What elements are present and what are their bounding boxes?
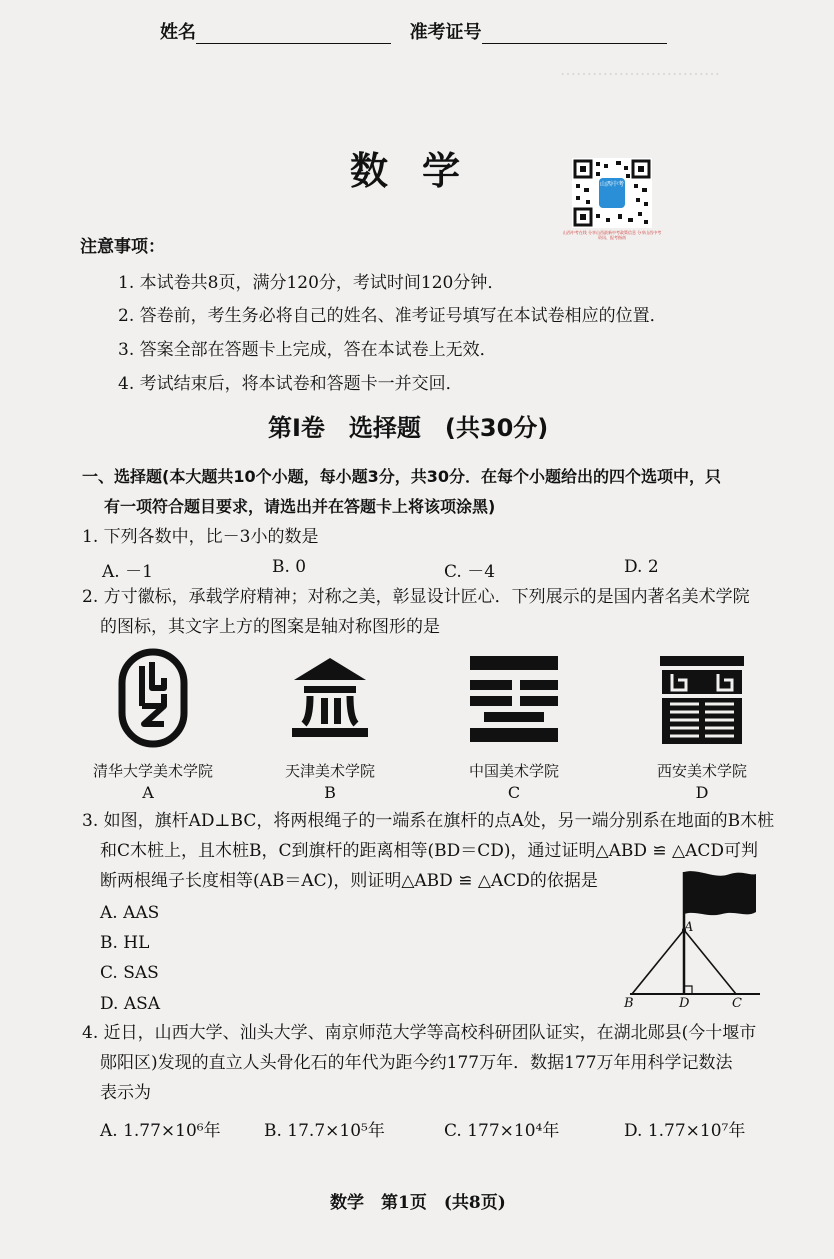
bleed-through-text: ………………………… (560, 60, 720, 79)
note-item: 2. 答卷前，考生务必将自己的姓名、准考证号填写在本试卷相应的位置． (118, 306, 667, 326)
qr-caption: 山西中考在线 分享山西最新中考政策信息 分享山西中考资讯、报考指南 (562, 230, 662, 240)
caa-logo-icon[interactable] (470, 656, 558, 742)
logo-letter-b: B (324, 783, 336, 802)
tsinghua-logo-icon[interactable] (118, 648, 188, 748)
flagpole-figure (610, 866, 770, 1016)
name-label: 姓名 (160, 22, 196, 43)
q1-option-c[interactable]: C. －4 (444, 562, 496, 582)
name-blank (196, 23, 391, 44)
section-instruction-line: 有一项符合题目要求，请选出并在答题卡上将该项涂黑) (104, 497, 496, 516)
header-row (160, 18, 667, 44)
note-item: 3. 答案全部在答题卡上完成，答在本试卷上无效． (118, 340, 497, 360)
q4-option-b[interactable]: B. 17.7×10⁵年 (264, 1121, 385, 1141)
q3-stem-line: 和C木桩上，且木桩B，C到旗杆的距离相等(BD＝CD)，通过证明△ABD ≌ △ACD可判 (100, 841, 759, 861)
figure-label-a: A (684, 920, 694, 935)
id-blank (482, 23, 667, 44)
q4-stem-line: 4. 近日，山西大学、汕头大学、南京师范大学等高校科研团队证实，在湖北郧县(今十堰市 (82, 1023, 757, 1043)
page-footer: 数学 第1页 (共8页) (330, 1193, 506, 1213)
xian-logo-icon[interactable] (660, 656, 744, 746)
q3-option-d[interactable]: D. ASA (100, 994, 161, 1014)
qr-code-icon[interactable] (572, 158, 652, 228)
section-instruction-line: 一、选择题(本大题共10个小题，每小题3分，共30分．在每个小题给出的四个选项中，只 (82, 467, 721, 486)
q1-option-a[interactable]: A. －1 (102, 562, 153, 582)
logo-letter-a: A (142, 783, 154, 802)
q2-stem-line: 2. 方寸徽标，承载学府精神；对称之美，彰显设计匠心．下列展示的是国内著名美术学院 (82, 587, 750, 607)
q3-stem-line: 断两根绳子长度相等(AB＝AC)，则证明△ABD ≌ △ACD的依据是 (100, 871, 598, 891)
q2-stem (82, 582, 802, 642)
logo-name-b: 天津美术学院 (284, 762, 375, 780)
page-title: 数学 (350, 149, 495, 193)
q4-option-c[interactable]: C. 177×10⁴年 (444, 1121, 560, 1141)
q1-option-b[interactable]: B. 0 (272, 557, 307, 577)
q3-stem-line: 3. 如图，旗杆AD⊥BC，将两根绳子的一端系在旗杆的点A处，另一端分别系在地面的B木桩 (82, 811, 775, 831)
logo-name-c: 中国美术学院 (468, 762, 559, 780)
logo-letter-d: D (695, 783, 709, 802)
note-item: 1. 本试卷共8页，满分120分，考试时间120分钟． (118, 273, 505, 293)
q2-stem-line: 的图标，其文字上方的图案是轴对称图形的是 (100, 617, 440, 637)
logo-name-d: 西安美术学院 (656, 762, 747, 780)
q1-stem: 1. 下列各数中，比－3小的数是 (82, 527, 319, 547)
q4-option-a[interactable]: A. 1.77×10⁶年 (100, 1121, 221, 1141)
logo-name-a: 清华大学美术学院 (92, 762, 213, 780)
figure-label-c: C (732, 996, 742, 1011)
logo-letter-c: C (507, 783, 521, 802)
q4-option-d[interactable]: D. 1.77×10⁷年 (624, 1121, 746, 1141)
tianjin-logo-icon[interactable] (290, 656, 370, 741)
note-item: 4. 考试结束后，将本试卷和答题卡一并交回． (118, 374, 463, 394)
q4-stem-line: 表示为 (100, 1083, 151, 1103)
q3-option-a[interactable]: A. AAS (100, 903, 160, 923)
q3-option-c[interactable]: C. SAS (100, 963, 159, 983)
section-title: 第Ⅰ卷 选择题 (共30分) (268, 414, 549, 442)
section-instruction (82, 462, 802, 522)
notes-heading: 注意事项： (80, 237, 165, 257)
q1-option-d[interactable]: D. 2 (624, 557, 659, 577)
q4-stem (82, 1018, 802, 1108)
figure-label-d: D (679, 996, 690, 1011)
q3-option-b[interactable]: B. HL (100, 933, 150, 953)
qr-inner-text: 山西中考 (599, 181, 624, 188)
q4-stem-line: 郧阳区)发现的直立人头骨化石的年代为距今约177万年．数据177万年用科学记数法 (100, 1053, 733, 1073)
figure-label-b: B (624, 996, 634, 1011)
id-label: 准考证号 (409, 22, 482, 43)
